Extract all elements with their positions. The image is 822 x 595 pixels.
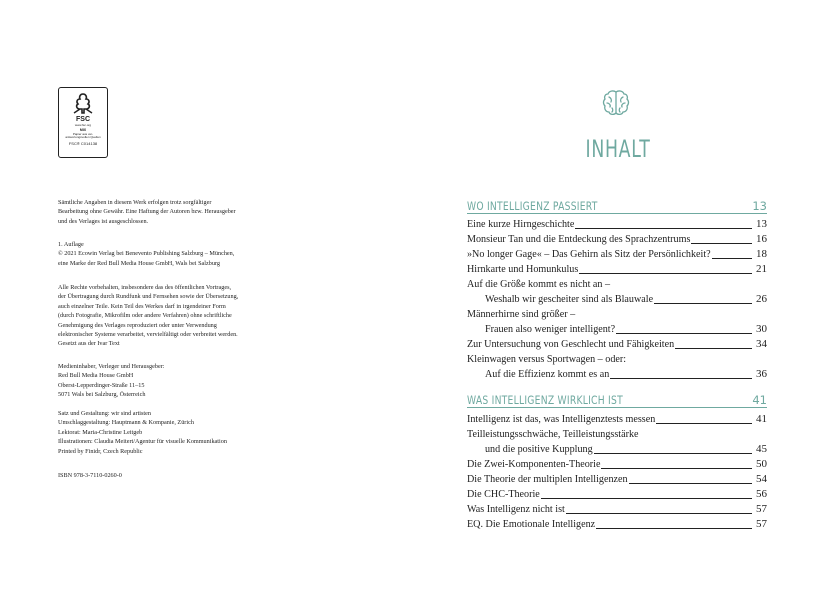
imprint-publisher	[58, 362, 318, 400]
toc-entry-page: 16	[756, 233, 767, 245]
section-title: WAS INTELLIGENZ WIRKLICH IST	[467, 393, 623, 407]
toc-section-heading[interactable]	[467, 393, 767, 408]
fsc-word: FSC	[76, 116, 90, 123]
imprint-line: © 2021 Ecowin Verlag bei Benevento Publishing Salzburg – München,	[58, 250, 235, 258]
imprint-line: elektronischer Systeme verarbeitet, vervielfältigt oder verbreitet werden.	[58, 331, 238, 339]
toc-entry-text: Teilleistungsschwäche, Teilleistungsstärke	[467, 428, 639, 440]
imprint-line: (durch Fotografie, Mikrofilm oder andere Verfahren) ohne schriftliche	[58, 312, 232, 320]
imprint-line: 5071 Wals bei Salzburg, Österreich	[58, 391, 146, 399]
imprint-line: Printed by Finidr, Czech Republic	[58, 447, 143, 455]
imprint-line: Genehmigung des Verlages reproduziert oder unter Verwendung	[58, 321, 217, 329]
toc-entry-text: Zur Untersuchung von Geschlecht und Fähigkeiten	[467, 338, 675, 350]
imprint-line: Illustrationen: Claudia Meitert/Agentur für visuelle Kommunikation	[58, 438, 227, 446]
toc-entry-page: 50	[756, 458, 767, 470]
imprint-line: Medieninhaber, Verleger und Herausgeber:	[58, 363, 165, 370]
leader-rule	[594, 453, 752, 454]
imprint-line: Oberst-Lepperdinger-Straße 11–15	[58, 381, 145, 389]
toc-entry[interactable]	[467, 277, 767, 291]
toc-entry[interactable]	[467, 487, 767, 501]
toc-entry[interactable]	[467, 412, 767, 426]
leader-rule	[629, 483, 752, 484]
toc-entry-page: 41	[756, 413, 767, 425]
imprint-line: Gesetzt aus der Ivar Text	[58, 340, 120, 348]
toc-entry-text: und die positive Kupplung	[485, 443, 593, 455]
toc-entry-text: Weshalb wir gescheiter sind als Blauwale	[485, 293, 654, 305]
toc-entry-page: 26	[756, 293, 767, 305]
toc-entry[interactable]	[467, 502, 767, 516]
imprint-line: Lektorat: Maria-Christine Leitgeb	[58, 428, 143, 436]
leader-rule	[691, 243, 752, 244]
section-title: WO INTELLIGENZ PASSIERT	[467, 199, 598, 213]
toc-entry-text: Frauen also weniger intelligent?	[485, 323, 616, 335]
toc-entry-page: 57	[756, 518, 767, 530]
fsc-mix: MIX	[79, 128, 87, 132]
imprint-line: Red Bull Media House GmbH	[58, 372, 134, 380]
fsc-desc: Papier aus ver-antwortungsvollen Quellen	[65, 132, 101, 140]
toc-entry[interactable]	[485, 322, 767, 336]
leader-rule	[541, 498, 752, 499]
toc-entry-text: »No longer Gage« – Das Gehirn als Sitz der Persönlichkeit?	[467, 248, 711, 260]
leader-rule	[616, 333, 752, 334]
toc-entry-text: Eine kurze Hirngeschichte	[467, 218, 575, 230]
toc-entry-text: Intelligenz ist das, was Intelligenztests messen	[467, 413, 656, 425]
toc-entry[interactable]	[485, 442, 767, 456]
toc-entry-text: EQ. Die Emotionale Intelligenz	[467, 518, 596, 530]
imprint-line: 1. Auflage	[58, 241, 84, 248]
toc-entry-page: 56	[756, 488, 767, 500]
fsc-tree-icon	[70, 92, 96, 115]
imprint-rights	[58, 283, 318, 349]
imprint-line: Sämtliche Angaben in diesem Werk erfolgen trotz sorgfältiger	[58, 199, 212, 206]
isbn: ISBN 978-3-7110-0260-0	[58, 472, 122, 479]
toc-entry[interactable]	[467, 337, 767, 351]
imprint-line: und des Verlages ist ausgeschlossen.	[58, 217, 149, 225]
section-page: 41	[752, 393, 767, 407]
toc-entry-text: Kleinwagen versus Sportwagen – oder:	[467, 353, 627, 365]
toc-entry-page: 13	[756, 218, 767, 230]
leader-rule	[575, 228, 752, 229]
leader-rule	[610, 378, 752, 379]
toc-entry[interactable]	[467, 427, 767, 441]
imprint-credits	[58, 409, 318, 456]
toc-entry-page: 57	[756, 503, 767, 515]
fsc-url: www.fsc.org	[74, 123, 92, 127]
section-page: 13	[752, 199, 767, 213]
toc-entry-text: Männerhirne sind größer –	[467, 308, 576, 320]
toc-entry-page: 21	[756, 263, 767, 275]
imprint-line: Umschlaggestaltung: Hauptmann & Kompanie, Zürich	[58, 419, 194, 427]
toc-entry[interactable]	[467, 247, 767, 261]
toc-entry[interactable]	[467, 217, 767, 231]
toc-entry-text: Die Theorie der multiplen Intelligenzen	[467, 473, 628, 485]
leader-rule	[579, 273, 752, 274]
toc-entry-page: 36	[756, 368, 767, 380]
toc-entry-text: Was Intelligenz nicht ist	[467, 503, 565, 515]
imprint-line: eine Marke der Red Bull Media House GmbH, Wals bei Salzburg	[58, 259, 221, 267]
leader-rule	[675, 348, 752, 349]
leader-rule	[712, 258, 752, 259]
imprint-line: der Übertragung durch Rundfunk und Fernsehen sowie der Übersetzung,	[58, 293, 239, 301]
imprint-line: Satz und Gestaltung: wir sind artisten	[58, 410, 151, 417]
toc-entry-text: Monsieur Tan und die Entdeckung des Sprachzentrums	[467, 233, 691, 245]
toc-title: INHALT	[585, 135, 651, 163]
imprint-disclaimer	[58, 198, 318, 226]
toc-entry[interactable]	[467, 472, 767, 486]
toc-entry[interactable]	[467, 262, 767, 276]
toc-entry-text: Auf die Effizienz kommt es an	[485, 368, 610, 380]
leader-rule	[656, 423, 752, 424]
imprint-line: Bearbeitung ohne Gewähr. Eine Haftung der Autoren bzw. Herausgeber	[58, 208, 236, 216]
leader-rule	[596, 528, 752, 529]
toc-entry[interactable]	[467, 517, 767, 531]
imprint-line: Alle Rechte vorbehalten, insbesondere das des öffentlichen Vortrages,	[58, 284, 232, 291]
imprint-isbn	[58, 471, 318, 480]
imprint-edition	[58, 240, 318, 268]
toc-entry[interactable]	[467, 307, 767, 321]
fsc-logo	[58, 87, 108, 158]
toc-entry-text: Hirnkarte und Homunkulus	[467, 263, 579, 275]
leader-rule	[566, 513, 752, 514]
toc-entry[interactable]	[467, 352, 767, 366]
toc-entry-text: Auf die Größe kommt es nicht an –	[467, 278, 611, 290]
toc-entry[interactable]	[485, 292, 767, 306]
toc-section-heading[interactable]	[467, 199, 767, 214]
fsc-code: FSC® C014138	[68, 140, 98, 146]
toc-entry[interactable]	[467, 457, 767, 471]
leader-rule	[654, 303, 752, 304]
toc-entry-text: Die CHC-Theorie	[467, 488, 540, 500]
brain-icon	[601, 88, 631, 118]
toc-entry-page: 30	[756, 323, 767, 335]
toc-entry-page: 45	[756, 443, 767, 455]
toc-entry[interactable]	[467, 232, 767, 246]
toc-entry-text: Die Zwei-Komponenten-Theorie	[467, 458, 601, 470]
toc-entry-page: 54	[756, 473, 767, 485]
toc-entry[interactable]	[485, 367, 767, 381]
toc-entry-page: 34	[756, 338, 767, 350]
leader-rule	[601, 468, 752, 469]
toc-entry-page: 18	[756, 248, 767, 260]
imprint-line: auch einzelner Teile. Kein Teil des Werkes darf in irgendeiner Form	[58, 302, 226, 310]
